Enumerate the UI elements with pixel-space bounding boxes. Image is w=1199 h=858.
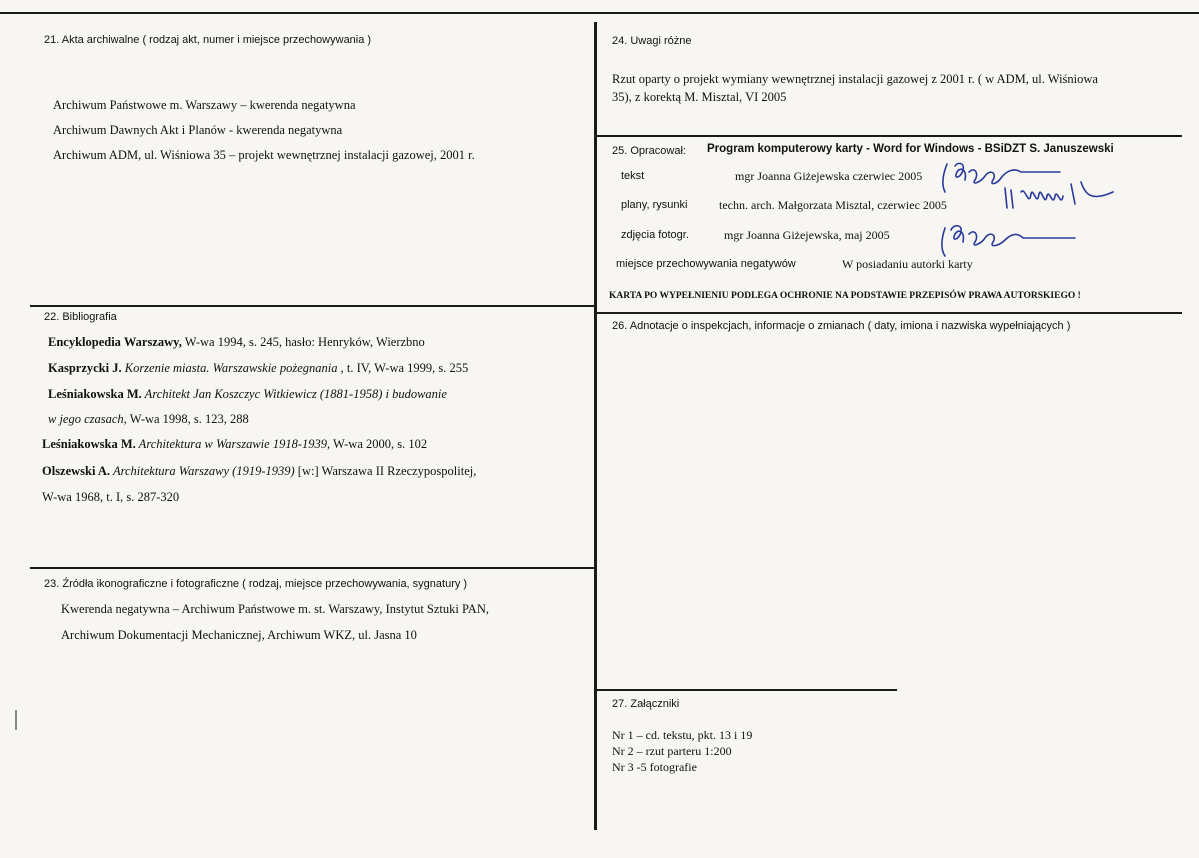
bibliography-entry bbox=[42, 490, 179, 505]
top-border bbox=[0, 12, 1199, 14]
entry-rest: W-wa 1994, s. 245, hasło: Henryków, Wierzbno bbox=[181, 335, 425, 349]
entry-title: Architektura Warszawy (1919-1939) bbox=[110, 464, 295, 478]
row-label-tekst: tekst bbox=[621, 170, 645, 182]
signature-gizejewska-2 bbox=[935, 218, 1080, 260]
row-value-plany: techn. arch. Małgorzata Misztal, czerwiec 2005 bbox=[719, 198, 947, 212]
row-value-tekst: mgr Joanna Giżejewska czerwiec 2005 bbox=[735, 169, 923, 183]
section-27-header: 27. Załączniki bbox=[612, 698, 680, 710]
entry-title: Architektura w Warszawie 1918-1939, bbox=[135, 437, 331, 451]
entry-title: Korzenie miasta. Warszawskie pożegnania bbox=[121, 361, 338, 375]
row-label-negatywy: miejsce przechowywania negatywów bbox=[616, 258, 796, 270]
entry-author: Leśniakowska M. bbox=[42, 437, 136, 451]
bibliography-entry bbox=[48, 335, 425, 350]
entry-rest: W-wa 1968, t. I, s. 287-320 bbox=[42, 490, 180, 504]
attachment-3: Nr 3 -5 fotografie bbox=[612, 760, 697, 774]
section-21-line-1: Archiwum Państwowe m. Warszawy – kwerenda negatywna bbox=[53, 98, 356, 112]
section-23-line-1: Kwerenda negatywna – Archiwum Państwowe m. st. Warszawy, Instytut Sztuki PAN, bbox=[61, 602, 489, 616]
entry-rest: W-wa 2000, s. 102 bbox=[330, 437, 428, 451]
attachment-1: Nr 1 – cd. tekstu, pkt. 13 i 19 bbox=[612, 728, 753, 742]
section-26-header: 26. Adnotacje o inspekcjach, informacje o zmianach ( daty, imiona i nazwiska wypełniających ) bbox=[612, 320, 1071, 332]
entry-author: Olszewski A. bbox=[42, 464, 111, 478]
row-label-zdjecia: zdjęcia fotogr. bbox=[621, 229, 689, 241]
divider-24-25 bbox=[597, 135, 1182, 137]
section-24-line-2: 35), z korektą M. Misztal, VI 2005 bbox=[612, 90, 787, 104]
section-25-header: 25. Opracował: bbox=[612, 145, 686, 157]
entry-author: Encyklopedia Warszawy, bbox=[48, 335, 182, 349]
copyright-notice: KARTA PO WYPEŁNIENIU PODLEGA OCHRONIE NA PODSTAWIE PRZEPISÓW PRAWA AUTORSKIEGO ! bbox=[609, 291, 1081, 301]
section-24-header: 24. Uwagi różne bbox=[612, 35, 692, 47]
left-mark bbox=[15, 710, 17, 730]
section-21-line-3: Archiwum ADM, ul. Wiśniowa 35 – projekt wewnętrznej instalacji gazowej, 2001 r. bbox=[53, 148, 475, 162]
bibliography-entry bbox=[42, 437, 427, 452]
row-value-zdjecia: mgr Joanna Giżejewska, maj 2005 bbox=[724, 228, 890, 242]
divider-25-26 bbox=[597, 312, 1182, 314]
divider-21-22 bbox=[30, 305, 595, 307]
section-23-header: 23. Źródła ikonograficzne i fotograficzne ( rodzaj, miejsce przechowywania, sygnatury ) bbox=[44, 578, 468, 590]
entry-author: Leśniakowska M. bbox=[48, 387, 142, 401]
row-value-negatywy: W posiadaniu autorki karty bbox=[842, 257, 973, 271]
entry-rest: W-wa 1998, s. 123, 288 bbox=[126, 412, 249, 426]
bibliography-entry bbox=[48, 412, 249, 427]
center-divider bbox=[594, 22, 597, 830]
section-24-line-1: Rzut oparty o projekt wymiany wewnętrznej instalacji gazowej z 2001 r. ( w ADM, ul. Wiśniowa bbox=[612, 72, 1098, 86]
bibliography-entry bbox=[48, 387, 447, 402]
entry-title: Architekt Jan Koszczyc Witkiewicz (1881-1958) i budowanie bbox=[141, 387, 447, 401]
entry-author: Kasprzycki J. bbox=[48, 361, 122, 375]
section-21-line-2: Archiwum Dawnych Akt i Planów - kwerenda negatywna bbox=[53, 123, 343, 137]
attachment-2: Nr 2 – rzut parteru 1:200 bbox=[612, 744, 732, 758]
bibliography-entry bbox=[48, 361, 468, 376]
entry-title: w jego czasach, bbox=[48, 412, 127, 426]
section-21-header: 21. Akta archiwalne ( rodzaj akt, numer i miejsce przechowywania ) bbox=[44, 34, 372, 46]
section-23-line-2: Archiwum Dokumentacji Mechanicznej, Archiwum WKZ, ul. Jasna 10 bbox=[61, 628, 417, 642]
signature-misztal bbox=[995, 178, 1125, 218]
bibliography-entry bbox=[42, 464, 476, 479]
row-label-plany: plany, rysunki bbox=[621, 199, 688, 211]
divider-22-23 bbox=[30, 567, 595, 569]
entry-rest: , t. IV, W-wa 1999, s. 255 bbox=[337, 361, 469, 375]
section-22-header: 22. Bibliografia bbox=[44, 311, 117, 323]
entry-rest: [w:] Warszawa II Rzeczypospolitej, bbox=[294, 464, 477, 478]
divider-26-27 bbox=[597, 689, 897, 691]
program-credit: Program komputerowy karty - Word for Windows - BSiDZT S. Januszewski bbox=[707, 143, 1114, 155]
